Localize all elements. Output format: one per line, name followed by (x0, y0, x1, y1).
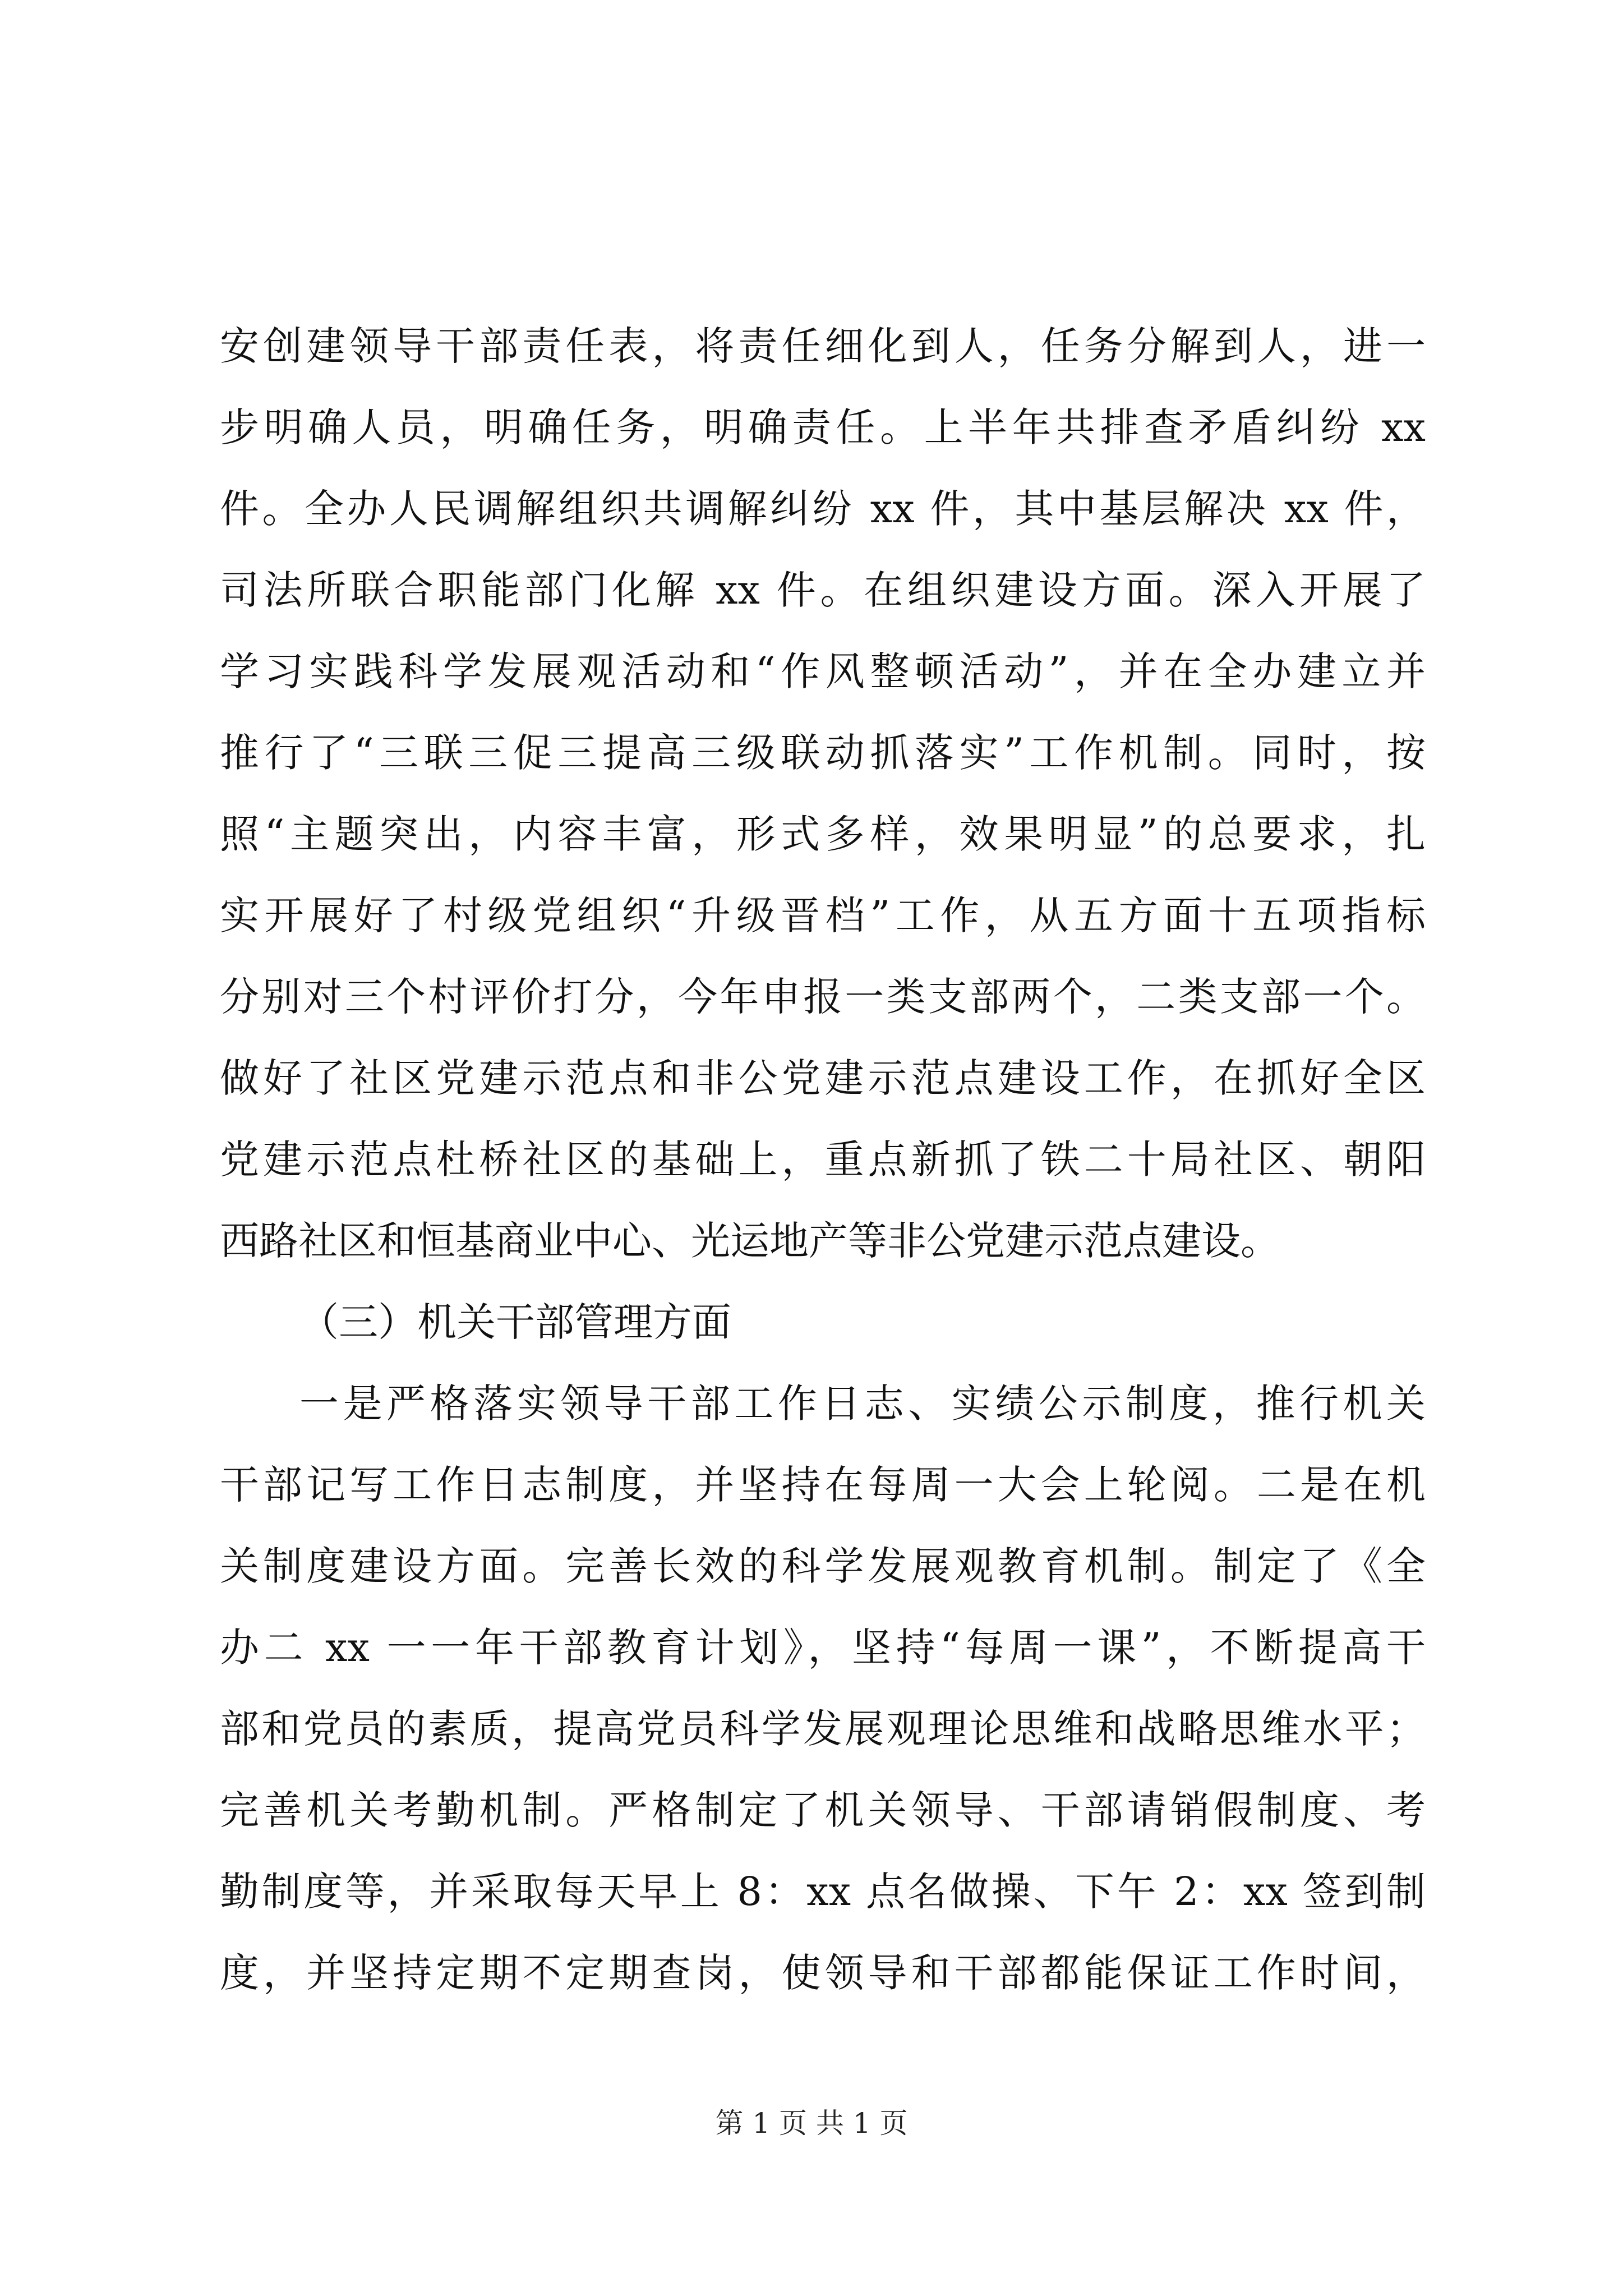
paragraph-1-line-6: 推行了“三联三促三提高三级联动抓落实”工作机制。同时，按 (220, 730, 1426, 776)
paragraph-2-line-2: 干部记写工作日志制度，并坚持在每周一大会上轮阅。二是在机 (220, 1462, 1426, 1508)
paragraph-1-line-12: 西路社区和恒基商业中心、光运地产等非公党建示范点建设。 (220, 1218, 1280, 1264)
paragraph-2-line-5: 部和党员的素质，提高党员科学发展观理论思维和战略思维水平； (220, 1706, 1426, 1752)
paragraph-1-line-3: 件。全办人民调解组织共调解纠纷 xx 件，其中基层解决 xx 件， (220, 486, 1426, 532)
paragraph-2-line-6: 完善机关考勤机制。严格制定了机关领导、干部请销假制度、考 (220, 1787, 1426, 1833)
page-number-footer: 第 1 页 共 1 页 (715, 2107, 908, 2139)
paragraph-2-line-8: 度，并坚持定期不定期查岗，使领导和干部都能保证工作时间， (220, 1950, 1426, 1996)
section-heading: （三）机关干部管理方面 (299, 1299, 731, 1345)
paragraph-1-line-1: 安创建领导干部责任表，将责任细化到人，任务分解到人，进一 (220, 323, 1426, 369)
paragraph-1-line-7: 照“主题突出，内容丰富，形式多样，效果明显”的总要求，扎 (220, 811, 1426, 857)
paragraph-2-line-3: 关制度建设方面。完善长效的科学发展观教育机制。制定了《全 (220, 1543, 1426, 1589)
paragraph-1-line-4: 司法所联合职能部门化解 xx 件。在组织建设方面。深入开展了 (220, 567, 1426, 613)
document-body (220, 306, 1426, 2014)
paragraph-1-line-5: 学习实践科学发展观活动和“作风整顿活动”，并在全办建立并 (220, 648, 1426, 694)
paragraph-1-line-2: 步明确人员，明确任务，明确责任。上半年共排查矛盾纠纷 xx (220, 404, 1426, 450)
paragraph-1-line-9: 分别对三个村评价打分，今年申报一类支部两个，二类支部一个。 (220, 974, 1426, 1020)
paragraph-1-line-11: 党建示范点杜桥社区的基础上，重点新抓了铁二十局社区、朝阳 (220, 1137, 1426, 1182)
paragraph-2-line-1: 一是严格落实领导干部工作日志、实绩公示制度，推行机关 (299, 1381, 1426, 1427)
paragraph-1-line-8: 实开展好了村级党组织“升级晋档”工作，从五方面十五项指标 (220, 892, 1426, 938)
paragraph-1-line-10: 做好了社区党建示范点和非公党建示范点建设工作，在抓好全区 (220, 1055, 1426, 1101)
paragraph-2-line-4: 办二 xx 一一年干部教育计划》，坚持“每周一课”，不断提高干 (220, 1625, 1426, 1671)
paragraph-2-line-7: 勤制度等，并采取每天早上 8：xx 点名做操、下午 2：xx 签到制 (220, 1869, 1426, 1915)
